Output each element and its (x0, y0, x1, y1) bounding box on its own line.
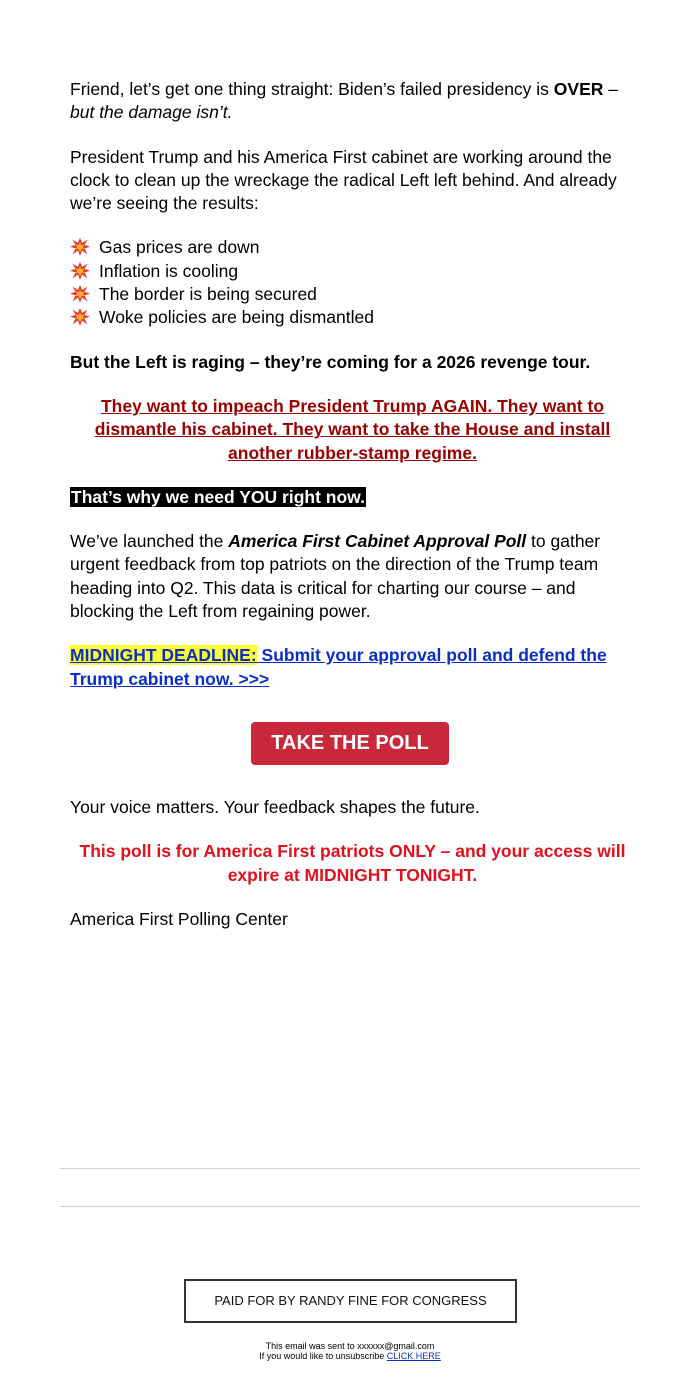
list-item (70, 283, 635, 306)
impeach-paragraph (70, 395, 635, 465)
list-item-text: Woke policies are being dismantled (99, 307, 374, 328)
revenge-tour-line: But the Left is raging – they’re coming for a 2026 revenge tour. (70, 351, 591, 372)
intro-bold-word: OVER (553, 79, 604, 99)
deadline-label: MIDNIGHT DEADLINE: (70, 645, 257, 666)
unsubscribe-line (0, 1352, 700, 1362)
intro-paragraph (70, 78, 635, 125)
paid-for-disclaimer: PAID FOR BY RANDY FINE FOR CONGRESS (184, 1279, 517, 1323)
voice-line: Your voice matters. Your feedback shapes the future. (70, 796, 480, 817)
cta-container (70, 722, 635, 765)
email-footer (0, 1342, 700, 1361)
need-you-highlight: That’s why we need YOU right now. (71, 486, 365, 507)
deadline-paragraph (70, 644, 635, 691)
signature: America First Polling Center (70, 908, 288, 929)
divider-bottom (60, 1206, 640, 1207)
unsubscribe-link[interactable]: CLICK HERE (386, 1350, 441, 1361)
poll-text-before: We’ve launched the (70, 531, 229, 552)
unsubscribe-text: If you would like to unsubscribe (259, 1350, 387, 1361)
results-list (70, 236, 635, 329)
list-item (70, 260, 635, 283)
cabinet-paragraph: President Trump and his America First cabinet are working around the clock to clean up the wreckage the radical Left left behind. And already we’re seeing the results: (70, 146, 617, 214)
divider-top (60, 1168, 640, 1169)
collision-emoji-icon (70, 262, 90, 280)
list-item-text: Inflation is cooling (99, 260, 239, 281)
poll-text-after: to gather urgent feedback from top patriots on the direction of the Trump team heading into Q2. This data is critical for charting our course – and blocking the Left from regaining power. (70, 531, 601, 622)
poll-name: America First Cabinet Approval Poll (228, 531, 527, 552)
collision-emoji-icon (70, 238, 90, 256)
need-you-paragraph (70, 486, 635, 509)
take-poll-button[interactable]: TAKE THE POLL (251, 722, 449, 765)
intro-text: Friend, let’s get one thing straight: Biden’s failed presidency is (70, 79, 554, 99)
email-content (70, 78, 635, 952)
poll-paragraph (70, 530, 635, 623)
list-item-text: The border is being secured (99, 284, 317, 305)
sent-to-line: This email was sent to xxxxxx@gmail.com (265, 1341, 435, 1351)
collision-emoji-icon (70, 308, 90, 326)
list-item-text: Gas prices are down (99, 237, 260, 258)
warning-paragraph: This poll is for America First patriots ONLY – and your access will expire at MIDNIGHT TONIGHT. (79, 841, 626, 885)
impeach-link[interactable]: They want to impeach President Trump AGAIN. They want to dismantle his cabinet. They want to take the House and install another rubber-stamp regime. (94, 395, 611, 463)
intro-italic-tail: but the damage isn’t. (70, 102, 233, 123)
deadline-link[interactable] (70, 645, 607, 688)
deadline-link-text: Submit your approval poll and defend the Trump cabinet now. >>> (70, 645, 607, 689)
list-item (70, 236, 635, 259)
collision-emoji-icon (70, 285, 90, 303)
intro-dash: – (603, 79, 619, 99)
list-item (70, 306, 635, 329)
